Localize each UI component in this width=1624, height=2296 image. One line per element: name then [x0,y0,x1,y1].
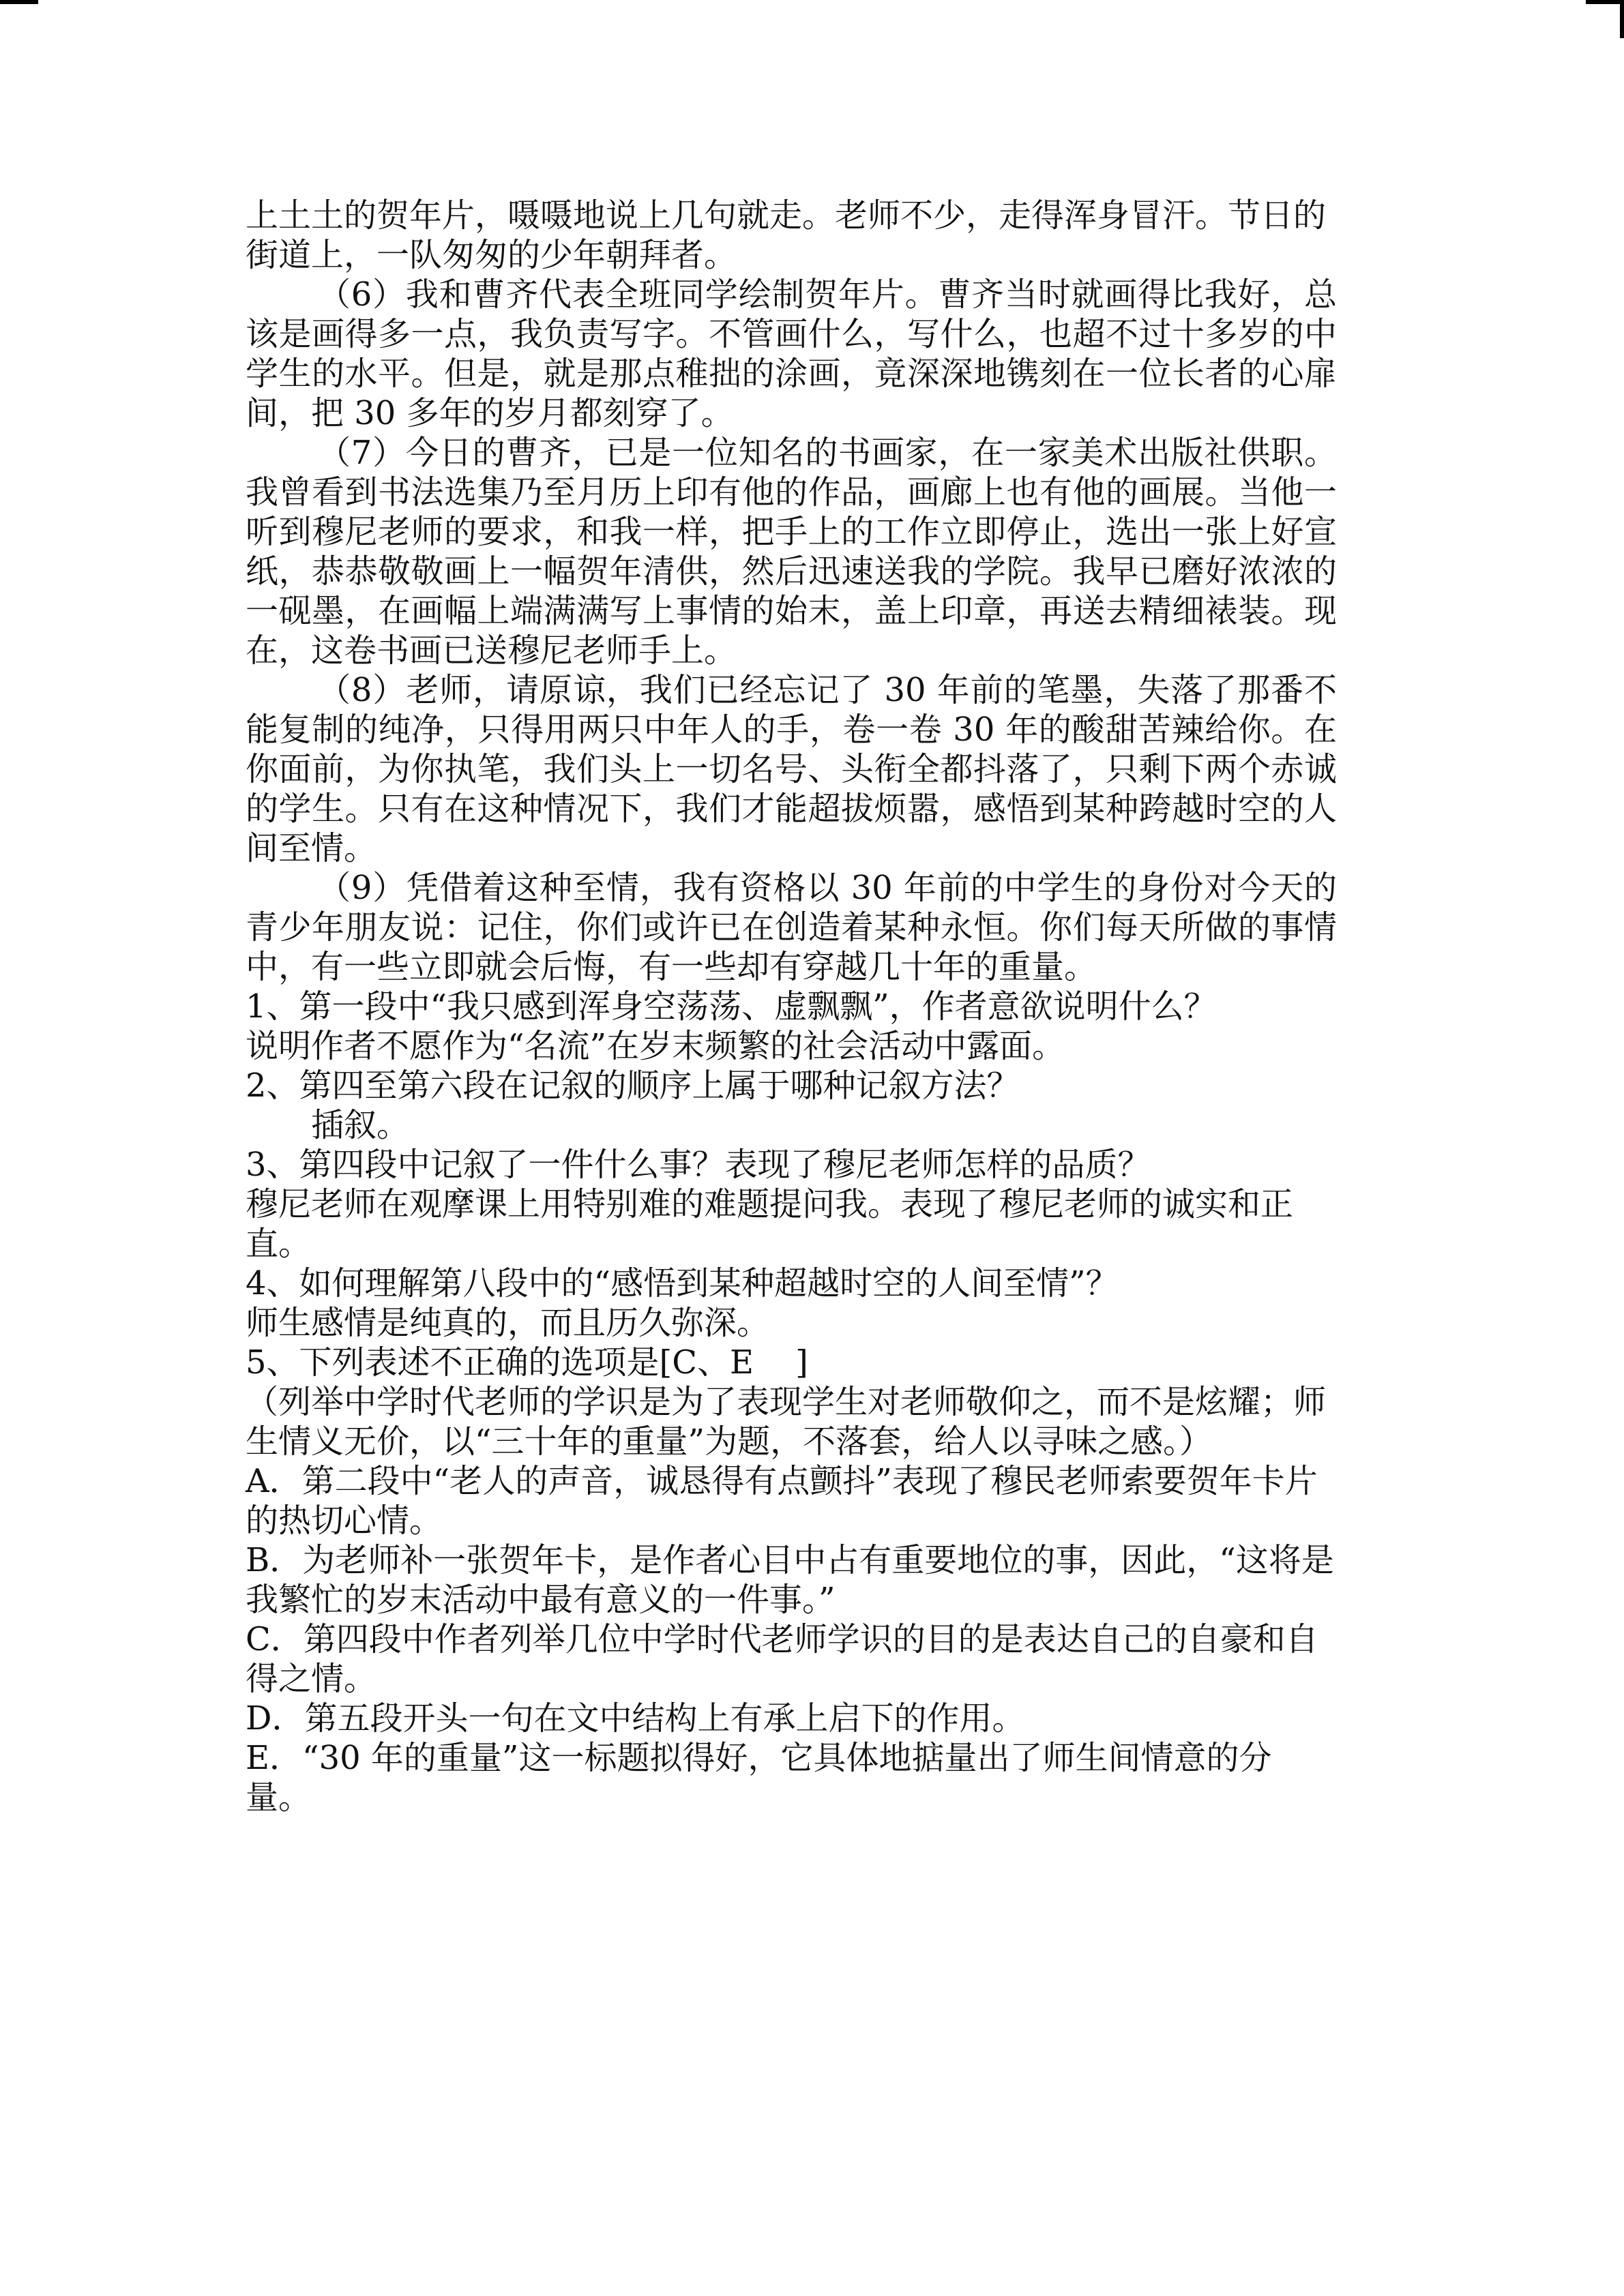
answer-4: 师生感情是纯真的，而且历久弥深。 [246,1304,770,1342]
corner-mark-right [1586,0,1624,4]
paragraph-6: （6）我和曹齐代表全班同学绘制贺年片。曹齐当时就画得比我好，总该是画得多一点，我负责写字。不管画什么，写什么，也超不过十多岁的中学生的水平。但是，就是那点稚拙的涂画，竟深深地镌刻在一位长者的心扉间，把 30 多年的岁月都刻穿了。 [246,275,1337,432]
corner-mark-right-vertical [1620,0,1624,38]
answer-3: 穆尼老师在观摩课上用特别难的难题提问我。表现了穆尼老师的诚实和正直。 [246,1185,1294,1263]
paragraph-7: （7）今日的曹齐，已是一位知名的书画家，在一家美术出版社供职。我曾看到书法选集乃至月历上印有他的作品，画廊上也有他的画展。当他一听到穆尼老师的要求，和我一样，把手上的工作立即停止，选出一张上好宣纸，恭恭敬敬画上一幅贺年清供，然后迅速送我的学院。我早已磨好浓浓的一砚墨，在画幅上端满满写上事情的始末，盖上印章，再送去精细裱装。现在，这卷书画已送穆尼老师手上。 [246,434,1337,670]
paragraph-continuation: 上土土的贺年片，嗫嗫地说上几句就走。老师不少，走得浑身冒汗。节日的街道上，一队匆匆的少年朝拜者。 [246,196,1327,274]
option-b: B．为老师补一张贺年卡，是作者心目中占有重要地位的事，因此，“这将是我繁忙的岁末活动中最有意义的一件事。” [246,1541,1334,1619]
document-body [246,196,1337,1817]
question-5-note: （列举中学时代老师的学识是为了表现学生对老师敬仰之，而不是炫耀；师生情义无价，以“三十年的重量”为题，不落套，给人以寻味之感。） [246,1383,1327,1461]
option-d: D．第五段开头一句在文中结构上有承上启下的作用。 [246,1699,1025,1738]
question-3: 3、第四段中记叙了一件什么事？表现了穆尼老师怎样的品质？ [246,1146,1151,1184]
question-5: 5、下列表述不正确的选项是[C、E ] [246,1343,808,1382]
answer-1: 说明作者不愿作为“名流”在岁末频繁的社会活动中露面。 [246,1027,1065,1065]
question-2: 2、第四至第六段在记叙的顺序上属于哪种记叙方法？ [246,1067,1020,1105]
option-c: C．第四段中作者列举几位中学时代老师学识的目的是表达自己的自豪和自得之情。 [246,1620,1318,1698]
question-1: 1、第一段中“我只感到浑身空荡荡、虚飘飘”，作者意欲说明什么？ [246,987,1217,1026]
option-a: A．第二段中“老人的声音，诚恳得有点颤抖”表现了穆民老师索要贺年卡片的热切心情。 [246,1462,1318,1540]
corner-mark-left [0,0,38,4]
answer-2: 插叙。 [311,1106,410,1144]
option-e: E．“30 年的重量”这一标题拟得好，它具体地掂量出了师生间情意的分量。 [246,1739,1272,1817]
question-4: 4、如何理解第八段中的“感悟到某种超越时空的人间至情”？ [246,1264,1119,1302]
paragraph-8: （8）老师，请原谅，我们已经忘记了 30 年前的笔墨，失落了那番不能复制的纯净，只得用两只中年人的手，卷一卷 30 年的酸甜苦辣给你。在你面前，为你执笔，我们头上一切名号、头衔全都抖落了，只剩下两个赤诚的学生。只有在这种情况下，我们才能超拔烦嚣，感悟到某种跨越时空的人间至情。 [246,671,1337,867]
paragraph-9: （9）凭借着这种至情，我有资格以 30 年前的中学生的身份对今天的青少年朋友说：记住，你们或许已在创造着某种永恒。你们每天所做的事情中，有一些立即就会后悔，有一些却有穿越几十年的重量。 [246,869,1337,986]
